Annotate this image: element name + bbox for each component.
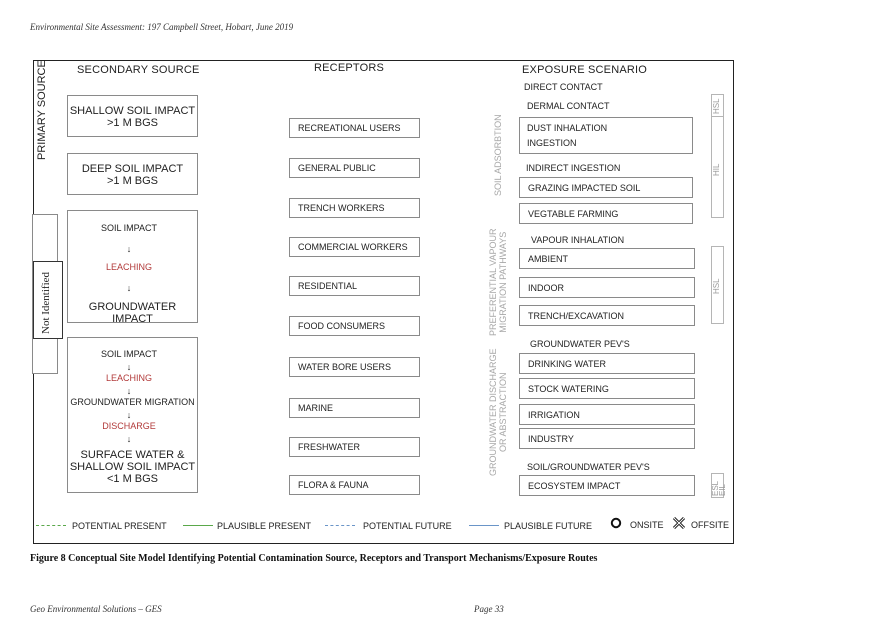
deep-soil-depth: >1 M BGS <box>106 175 159 187</box>
industry-label: INDUSTRY <box>528 433 574 444</box>
trench-box <box>519 305 695 326</box>
vapour-pathway-line1: PREFERENTIAL VAPOUR <box>488 228 498 336</box>
vegetable-label: VEGTABLE FARMING <box>528 208 619 219</box>
groundwater-pevs-heading: GROUNDWATER PEV'S <box>530 339 630 349</box>
shallow-soil-label: SHALLOW SOIL IMPACT <box>69 105 196 117</box>
chain2-leaching: LEACHING <box>105 373 152 383</box>
ambient-label: AMBIENT <box>528 253 569 264</box>
receptor-label: FRESHWATER <box>298 442 360 452</box>
offsite-label: OFFSITE <box>691 520 729 530</box>
receptor-general-public <box>289 158 420 178</box>
receptor-commercial-workers <box>289 237 420 257</box>
chain1-soil-impact: SOIL IMPACT <box>100 223 157 233</box>
eil-label: EIL <box>718 483 727 496</box>
offsite-cross-icon <box>672 516 686 530</box>
hsl-label: HSL <box>712 98 721 114</box>
receptor-label: FLORA & FAUNA <box>298 480 369 490</box>
receptor-flora-fauna <box>289 475 420 495</box>
chain2-groundwater-migration: GROUNDWATER MIGRATION <box>70 397 195 407</box>
primary-source-header: PRIMARY SOURCE <box>36 60 48 160</box>
chain2-discharge: DISCHARGE <box>102 421 156 431</box>
potential-present-label: POTENTIAL PRESENT <box>72 521 167 531</box>
plausible-future-line <box>469 525 499 526</box>
soil-absorption-label: SOIL ADSORBTION <box>493 114 503 196</box>
grazing-label: GRAZING IMPACTED SOIL <box>528 182 641 193</box>
receptor-label: RECREATIONAL USERS <box>298 123 401 133</box>
receptor-residential <box>289 276 420 296</box>
receptors-header: RECEPTORS <box>314 62 385 74</box>
chain2-shallow-soil: SHALLOW SOIL IMPACT <box>69 461 196 473</box>
dermal-contact: DERMAL CONTACT <box>527 101 610 111</box>
soil-gw-pevs-heading: SOIL/GROUNDWATER PEV'S <box>527 462 650 472</box>
trench-label: TRENCH/EXCAVATION <box>528 310 625 321</box>
hsl-vapour-label: HSL <box>712 278 721 294</box>
vapour-pathway-line2: MIGRATION PATHWAYS <box>498 231 508 333</box>
receptor-label: GENERAL PUBLIC <box>298 163 376 173</box>
industry-box <box>519 428 695 449</box>
arrow-down-icon: ↓ <box>126 283 132 293</box>
arrow-down-icon: ↓ <box>126 410 132 420</box>
potential-future-line <box>325 525 355 526</box>
chain2-surface-water: SURFACE WATER & <box>80 449 185 461</box>
receptor-label: MARINE <box>298 403 334 413</box>
gw-pathway-line1: GROUNDWATER DISCHARGE <box>488 348 498 476</box>
receptor-recreational-users <box>289 118 420 138</box>
primary-source-label: Not Identified <box>40 271 52 334</box>
arrow-down-icon: ↓ <box>126 362 132 372</box>
irrigation-label: IRRIGATION <box>528 409 580 420</box>
document-header: Environmental Site Assessment: 197 Campbell Street, Hobart, June 2019 <box>30 22 294 32</box>
hil-label: HIL <box>712 163 721 176</box>
arrow-down-icon: ↓ <box>126 244 132 254</box>
drinking-water-box <box>519 353 695 374</box>
indoor-box <box>519 277 695 298</box>
ecosystem-impact-label: ECOSYSTEM IMPACT <box>528 480 621 491</box>
indoor-label: INDOOR <box>528 282 564 293</box>
onsite-circle-icon <box>610 517 622 529</box>
direct-contact-heading: DIRECT CONTACT <box>524 82 603 92</box>
potential-present-line <box>36 525 66 526</box>
dust-inhalation: DUST INHALATION <box>527 123 608 133</box>
gw-pathway-line2: OR ABSTRACTION <box>498 372 508 452</box>
indirect-ingestion-heading: INDIRECT INGESTION <box>526 163 621 173</box>
chain1-leaching: LEACHING <box>105 262 152 272</box>
drinking-water-label: DRINKING WATER <box>528 358 606 369</box>
receptor-label: TRENCH WORKERS <box>298 203 385 213</box>
ecosystem-impact-box <box>519 475 695 496</box>
irrigation-box <box>519 404 695 425</box>
vapour-pathway-label <box>488 228 508 336</box>
vapour-inhalation-heading: VAPOUR INHALATION <box>531 235 625 245</box>
plausible-present-label: PLAUSIBLE PRESENT <box>217 521 312 531</box>
stock-watering-label: STOCK WATERING <box>528 383 609 394</box>
chain2-depth: <1 M BGS <box>106 473 159 485</box>
receptor-label: COMMERCIAL WORKERS <box>298 242 408 252</box>
chain1-groundwater-impact: GROUNDWATER IMPACT <box>88 301 177 325</box>
deep-soil-label: DEEP SOIL IMPACT <box>81 163 184 175</box>
exposure-scenario-header: EXPOSURE SCENARIO <box>522 64 648 76</box>
vegetable-box <box>519 203 693 224</box>
grazing-box <box>519 177 693 198</box>
receptor-label: RESIDENTIAL <box>298 281 358 291</box>
secondary-source-header: SECONDARY SOURCE <box>77 64 200 76</box>
plausible-future-label: PLAUSIBLE FUTURE <box>504 521 593 531</box>
esl-label: ESL <box>711 480 720 496</box>
stock-watering-box <box>519 378 695 399</box>
gw-pathway-label <box>488 348 508 476</box>
shallow-soil-depth: >1 M BGS <box>106 117 159 129</box>
receptor-freshwater <box>289 437 420 457</box>
receptor-marine <box>289 398 420 418</box>
receptor-label: WATER BORE USERS <box>298 362 392 372</box>
plausible-present-line <box>183 525 213 526</box>
onsite-label: ONSITE <box>630 520 664 530</box>
figure-caption: Figure 8 Conceptual Site Model Identifying Potential Contamination Source, Receptors and Transport Mechanisms/Exposure Routes <box>30 553 598 564</box>
arrow-down-icon: ↓ <box>126 434 132 444</box>
footer-left: Geo Environmental Solutions – GES <box>30 604 162 614</box>
ingestion: INGESTION <box>527 138 577 148</box>
receptor-label: FOOD CONSUMERS <box>298 321 386 331</box>
ambient-box <box>519 248 695 269</box>
receptor-trench-workers <box>289 198 420 218</box>
footer-page-number: Page 33 <box>474 604 504 614</box>
arrow-down-icon: ↓ <box>126 386 132 396</box>
potential-future-label: POTENTIAL FUTURE <box>363 521 452 531</box>
receptor-water-bore-users <box>289 357 420 377</box>
receptor-food-consumers <box>289 316 420 336</box>
chain2-soil-impact: SOIL IMPACT <box>100 349 157 359</box>
